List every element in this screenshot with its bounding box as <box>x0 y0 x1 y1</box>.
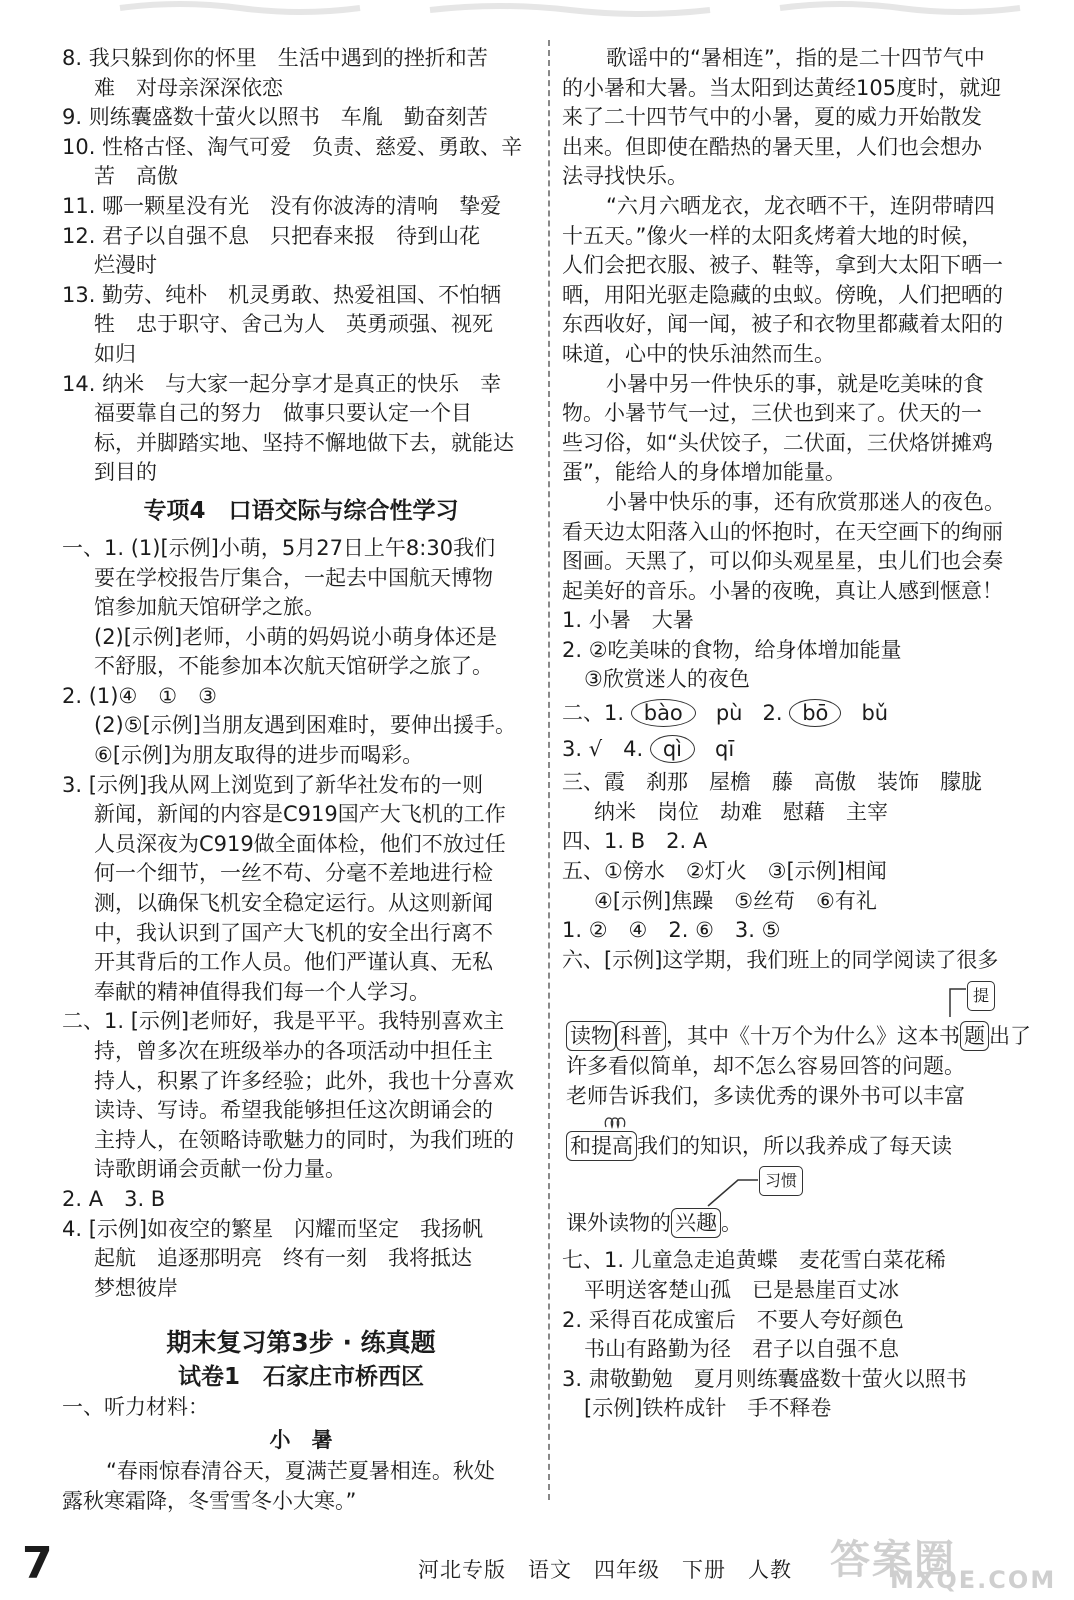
answer-label: 2. <box>762 701 783 726</box>
answer-8 <box>62 44 540 103</box>
essay-line: 的小暑和大暑。当太阳到达黄经105度时，就迎 <box>562 75 1002 100</box>
answer-2 <box>562 636 1034 695</box>
essay-line: 歌谣中的“暑相连”，指的是二十四节气中 <box>606 46 985 70</box>
essay-line: 味道，心中的快乐油然而生。 <box>562 341 835 366</box>
essay-title: 小 暑 <box>269 1427 333 1452</box>
answer-line: 中，我认识到了国产大飞机的安全出行离不 <box>94 920 493 945</box>
page-footer <box>0 1520 1074 1600</box>
watermark <box>830 1528 1060 1592</box>
answer-14 <box>62 370 540 488</box>
answer-label: 3. √ 4. <box>562 736 644 761</box>
answer-label: 二、1. <box>562 701 625 726</box>
column-divider <box>548 40 550 1500</box>
answer-line: 测，以确保飞机安全稳定运行。从这则新闻 <box>94 891 493 916</box>
answer-line: 3. 肃敬勤勉 夏月则练囊盛数十萤火以照书 <box>562 1366 967 1391</box>
answer-line: 奉献的精神值得我们每一个人学习。 <box>94 979 430 1004</box>
answer-line: 福要靠自己的努力 做事只要认定一个目 <box>94 401 472 426</box>
circled-pinyin: bō <box>789 699 841 727</box>
answer-line: 二、1. [示例]老师好，我是平平。我特别喜欢主 <box>62 1009 505 1034</box>
pinyin-option: qī <box>715 736 735 761</box>
essay-paragraph <box>562 370 1034 488</box>
answer-line: 三、霞 刹那 屋檐 藤 高傲 装饰 朦胧 <box>562 770 982 795</box>
top-decoration <box>0 0 1074 22</box>
essay-line: 露秋寒霜降，冬雪雪冬小大寒。” <box>62 1488 357 1513</box>
answer-line: (2)[示例]老师，小萌的妈妈说小萌身体还是 <box>94 624 498 649</box>
essay-line: 看天边太阳落入山的怀抱时，在天空画下的绚丽 <box>562 519 1003 544</box>
answer-line: 标，并脚踏实地、坚持不懈地做下去，就能达 <box>94 430 514 455</box>
pinyin-answers-2 <box>562 735 1034 765</box>
essay-line: 来了二十四节气中的小暑，夏的威力开始散发 <box>562 105 982 130</box>
answer-line: 如归 <box>94 341 136 366</box>
essay-line: 图画。天黑了，可以仰头观星星，虫儿们也会奏 <box>562 549 1003 574</box>
answer-line: ⑥[示例]为朋友取得的进步而喝彩。 <box>94 743 424 768</box>
section4-part1-q2 <box>62 682 540 771</box>
essay-line: 人们会把衣服、被子、鞋等，拿到大太阳下晒一 <box>562 253 1003 278</box>
essay-paragraph <box>562 192 1034 370</box>
answer-line: 纳米 岗位 劫难 慰藉 主宰 <box>594 799 888 824</box>
section4-part1-q1 <box>62 534 540 682</box>
essay-line: “春雨惊春清谷天，夏满芒夏暑相连。秋处 <box>106 1458 495 1483</box>
answer-line: 烂漫时 <box>94 253 157 278</box>
boxed-word: 题 <box>960 1021 989 1051</box>
answer-section-5 <box>562 857 1034 946</box>
essay-line: 小暑中另一件快乐的事，就是吃美味的食 <box>606 371 984 396</box>
answer-line <box>562 1208 1034 1239</box>
answer-line: 许多看似简单，却不怎么容易回答的问题。 <box>566 1054 965 1078</box>
answer-line: [示例]铁杵成针 手不释卷 <box>584 1396 832 1421</box>
section4-part1-q3 <box>62 771 540 1008</box>
answer-line: 平明送客楚山孤 已是悬崖百丈冰 <box>584 1277 899 1302</box>
answer-line: 要在学校报告厅集合，一起去中国航天博物 <box>94 565 493 590</box>
answer-section-7 <box>562 1246 1034 1424</box>
answer-11 <box>62 192 540 222</box>
section4-part2-q2-q3: 2. A 3. B <box>62 1186 166 1211</box>
essay-line: 十五天。”像火一样的太阳炙烤着大地的时候， <box>562 223 983 248</box>
answer-section-3 <box>562 768 1034 827</box>
answer-line: 14. 纳米 与大家一起分享才是真正的快乐 幸 <box>62 371 502 396</box>
boxed-word: 读物 <box>566 1021 616 1051</box>
answer-line: 13. 勤劳、纯朴 机灵勇敢、热爱祖国、不怕牺 <box>62 282 502 307</box>
correction-note-row <box>562 1162 1034 1208</box>
essay-line: 物。小暑节气一过，三伏也到来了。伏天的一 <box>562 401 982 426</box>
essay-line: 些习俗，如“头伏饺子，二伏面，三伏烙饼摊鸡 <box>562 430 993 455</box>
insert-note: 提 <box>967 981 995 1011</box>
listening-label: 一、听力材料： <box>62 1395 209 1420</box>
paper-title: 试卷1 石家庄市桥西区 <box>177 1364 424 1391</box>
essay-paragraph <box>62 1457 540 1516</box>
boxed-word: 和提高 <box>566 1131 637 1161</box>
answer-line: 12. 君子以自强不息 只把春来报 待到山花 <box>62 223 481 248</box>
answer-section-6-correction <box>562 946 1034 1239</box>
answer-line: 馆参加航天馆研学之旅。 <box>94 595 325 620</box>
section4-part2-q4 <box>62 1215 540 1304</box>
essay-line: “六月六晒龙衣，龙衣晒不干，连阴带晴四 <box>606 193 995 218</box>
left-column <box>62 44 540 1516</box>
swap-mark-icon <box>562 1111 1034 1131</box>
insert-note: 习惯 <box>759 1166 803 1196</box>
answer-10 <box>62 133 540 192</box>
page-number: 7 <box>22 1538 53 1589</box>
text-span: ，其中《十万个为什么》这本书 <box>666 1024 960 1049</box>
text-span: 课外读物的 <box>566 1210 671 1235</box>
answer-line: 2. ②吃美味的食物，给身体增加能量 <box>562 637 902 662</box>
answer-line: 五、①傍水 ②灯火 ③[示例]相闻 <box>562 859 887 884</box>
answer-line: 六、[示例]这学期，我们班上的同学阅读了很多 <box>562 947 999 972</box>
answer-line: 3. [示例]我从网上浏览到了新华社发布的一则 <box>62 772 484 797</box>
pinyin-option: pù <box>715 701 743 726</box>
pinyin-option: bǔ <box>861 701 889 726</box>
answer-line: 读诗、写诗。希望我能够担任这次朗诵会的 <box>94 1098 493 1123</box>
answer-line: 11. 哪一颗星没有光 没有你波涛的清响 挚爱 <box>62 193 502 218</box>
answer-13 <box>62 281 540 370</box>
answer-12 <box>62 222 540 281</box>
right-column <box>562 44 1034 1424</box>
answer-line: 书山有路勤为径 君子以自强不息 <box>584 1337 899 1362</box>
text-span: 我们的知识，所以我养成了每天读 <box>637 1134 952 1159</box>
answer-line: 4. [示例]如夜空的繁星 闪耀而坚定 我扬帆 <box>62 1216 484 1241</box>
answer-line: 2. 采得百花成蜜后 不要人夸好颜色 <box>562 1307 904 1332</box>
essay-paragraph <box>562 488 1034 606</box>
answer-line: 人员深夜为C919做全面体检，他们不放过任 <box>94 831 506 856</box>
circled-pinyin: bào <box>631 699 696 727</box>
answer-line: 难 对母亲深深依恋 <box>94 75 283 100</box>
swap-mark-row <box>562 1111 1034 1131</box>
correction-note-row <box>562 975 1034 1021</box>
answer-line: 老师告诉我们，多读优秀的课外书可以丰富 <box>566 1083 965 1108</box>
answer-line <box>562 1021 1034 1052</box>
essay-line: 晒，用阳光驱走隐藏的虫蚁。傍晚，人们把晒的 <box>562 282 1003 307</box>
answer-line: 1. ② ④ 2. ⑥ 3. ⑤ <box>562 918 781 943</box>
pinyin-answers-1 <box>562 699 1034 729</box>
answer-line: 起航 追逐那明亮 终有一刻 我将抵达 <box>94 1246 472 1271</box>
boxed-word: 科普 <box>616 1021 666 1051</box>
essay-line: 法寻找快乐。 <box>562 164 688 189</box>
watermark-url: MXQE.COM <box>890 1566 1057 1594</box>
circled-pinyin: qì <box>650 735 695 763</box>
essay-line: 起美好的音乐。小暑的夜晚，真让人感到惬意！ <box>562 578 1003 603</box>
answer-line: (2)⑤[示例]当朋友遇到困难时，要伸出援手。 <box>94 713 516 738</box>
essay-line: 蛋”，能给人的身体增加能量。 <box>562 460 846 485</box>
answer-line: 苦 高傲 <box>94 164 178 189</box>
answer-line: 梦想彼岸 <box>94 1275 178 1300</box>
essay-paragraph <box>562 44 1034 192</box>
answer-line: 何一个细节，一丝不苟、分毫不差地进行检 <box>94 861 493 886</box>
answer-line: 主持人，在领略诗歌魅力的同时，为我们班的 <box>94 1127 514 1152</box>
answer-line: 新闻，新闻的内容是C919国产大飞机的工作 <box>94 802 506 827</box>
answer-line: 到目的 <box>94 460 157 485</box>
answer-line: 七、1. 儿童急走追黄蝶 麦花雪白菜花稀 <box>562 1248 946 1273</box>
watermark-text: 答案圈 <box>830 1537 956 1583</box>
answer-line: ③欣赏迷人的夜色 <box>584 667 750 692</box>
section-title: 专项4 口语交际与综合性学习 <box>143 497 459 524</box>
answer-line: ④[示例]焦躁 ⑤丝苟 ⑥有礼 <box>594 888 877 913</box>
answer-line: 持，曾多次在班级举办的各项活动中担任主 <box>94 1039 493 1063</box>
answer-section-4: 四、1. B 2. A <box>562 829 708 854</box>
answer-line <box>562 1131 1034 1162</box>
essay-line: 小暑中快乐的事，还有欣赏那迷人的夜色。 <box>606 489 1005 514</box>
review-title: 期末复习第3步 · 练真题 <box>166 1328 436 1358</box>
answer-line: 10. 性格古怪、淘气可爱 负责、慈爱、勇敢、辛 <box>62 134 523 159</box>
answer-line: 牲 忠于职守、舍己为人 英勇顽强、视死 <box>94 312 493 337</box>
answer-line: 9. 则练囊盛数十萤火以照书 车胤 勤奋刻苦 <box>62 105 488 130</box>
answer-line: 持人，积累了许多经验；此外，我也十分喜欢 <box>94 1068 514 1093</box>
text-span: 出了 <box>989 1024 1031 1049</box>
essay-line: 出来。但即使在酷热的暑天里，人们也会想办 <box>562 134 982 159</box>
answer-line: 8. 我只躲到你的怀里 生活中遇到的挫折和苦 <box>62 46 488 70</box>
correction-mark-icon <box>562 975 1034 1021</box>
answer-1: 1. 小暑 大暑 <box>562 608 694 633</box>
footer-text: 河北专版 语文 四年级 下册 人教 <box>418 1558 792 1582</box>
answer-line: 不舒服，不能参加本次航天馆研学之旅了。 <box>94 654 493 679</box>
answer-line: 一、1. (1)[示例]小萌，5月27日上午8:30我们 <box>62 535 496 560</box>
boxed-word: 兴趣 <box>671 1208 721 1238</box>
answer-line: 2. (1)④ ① ③ <box>62 683 217 708</box>
section4-part2-q1 <box>62 1007 540 1185</box>
answer-line: 开其背后的工作人员。他们严谨认真、无私 <box>94 950 493 975</box>
answer-line: 诗歌朗诵会贡献一份力量。 <box>94 1157 346 1182</box>
text-span: 。 <box>721 1210 742 1235</box>
answer-9 <box>62 103 540 133</box>
essay-line: 东西收好，闻一闻，被子和衣物里都藏着太阳的 <box>562 312 1003 337</box>
